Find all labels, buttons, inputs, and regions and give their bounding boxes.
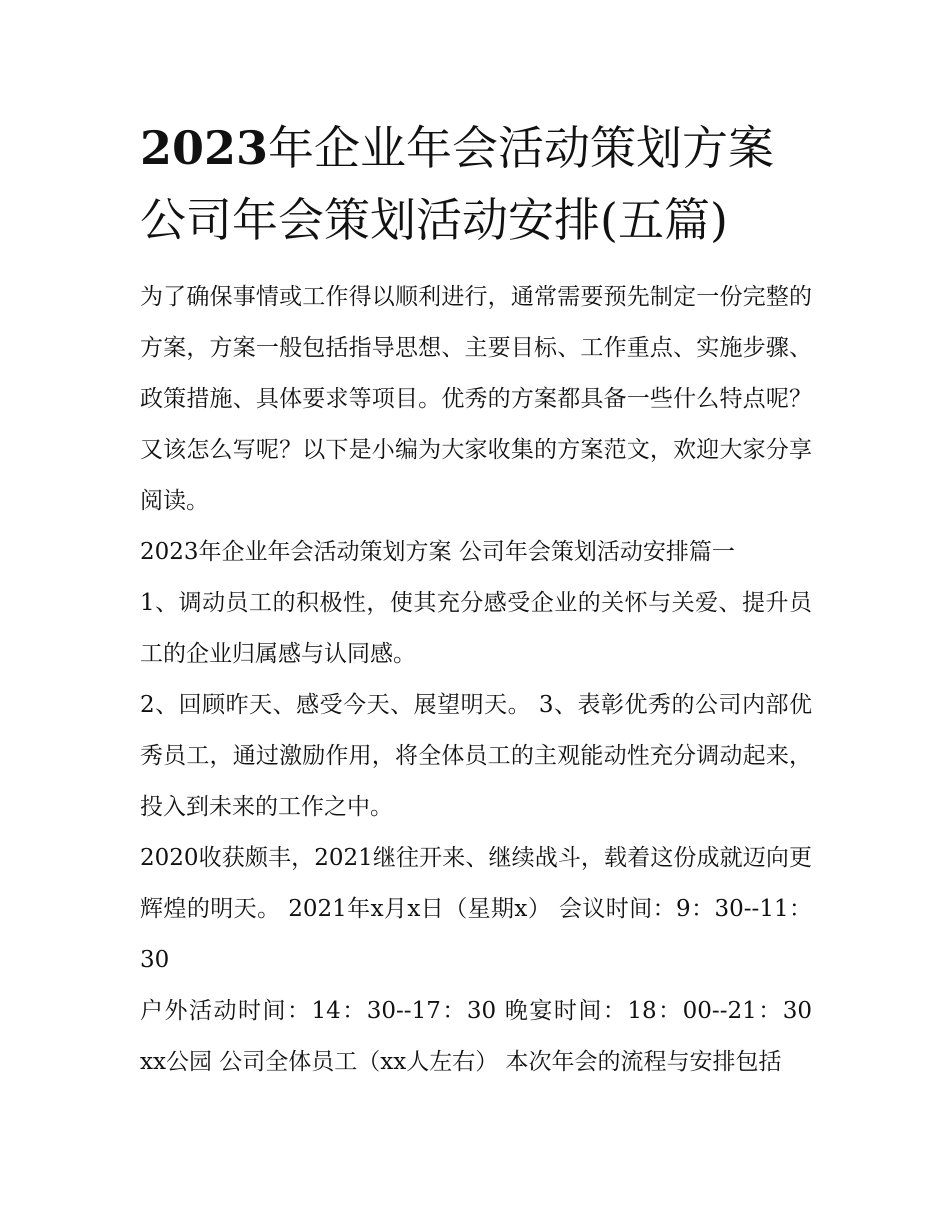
goal-item-2-3: 2、回顾昨天、感受今天、展望明天。 3、表彰优秀的公司内部优秀员工，通过激励作用，将全体员工的主观能动性充分调动起来，投入到未来的工作之中。 [140,692,812,820]
document-title [140,112,812,256]
theme-time-paragraph: 2020收获颇丰，2021继往开来、继续战斗，载着这份成就迈向更辉煌的明天。 2021年x月x日（星期x） 会议时间：9：30--11：30 [140,845,812,973]
document-page [140,112,812,1088]
intro-paragraph: 为了确保事情或工作得以顺利进行，通常需要预先制定一份完整的方案，方案一般包括指导思想、主要目标、工作重点、实施步骤、政策措施、具体要求等项目。优秀的方案都具备一些什么特点呢？又该怎么写呢？以下是小编为大家收集的方案范文，欢迎大家分享阅读。 [140,284,812,514]
title-line1-text: 年企业年会活动策划方案 [268,121,775,175]
title-year: 2023 [140,121,269,175]
title-line2-text: 公司年会策划活动安排(五篇) [140,193,728,247]
document-body [140,272,812,1088]
schedule-paragraph: 户外活动时间：14：30--17：30 晚宴时间：18：00--21：30 xx公园 公司全体员工（xx人左右） 本次年会的流程与安排包括 [140,998,812,1075]
goal-item-1: 1、调动员工的积极性，使其充分感受企业的关怀与关爱、提升员工的企业归属感与认同感。 [140,590,812,667]
section-heading: 2023年企业年会活动策划方案 公司年会策划活动安排篇一 [140,539,735,565]
